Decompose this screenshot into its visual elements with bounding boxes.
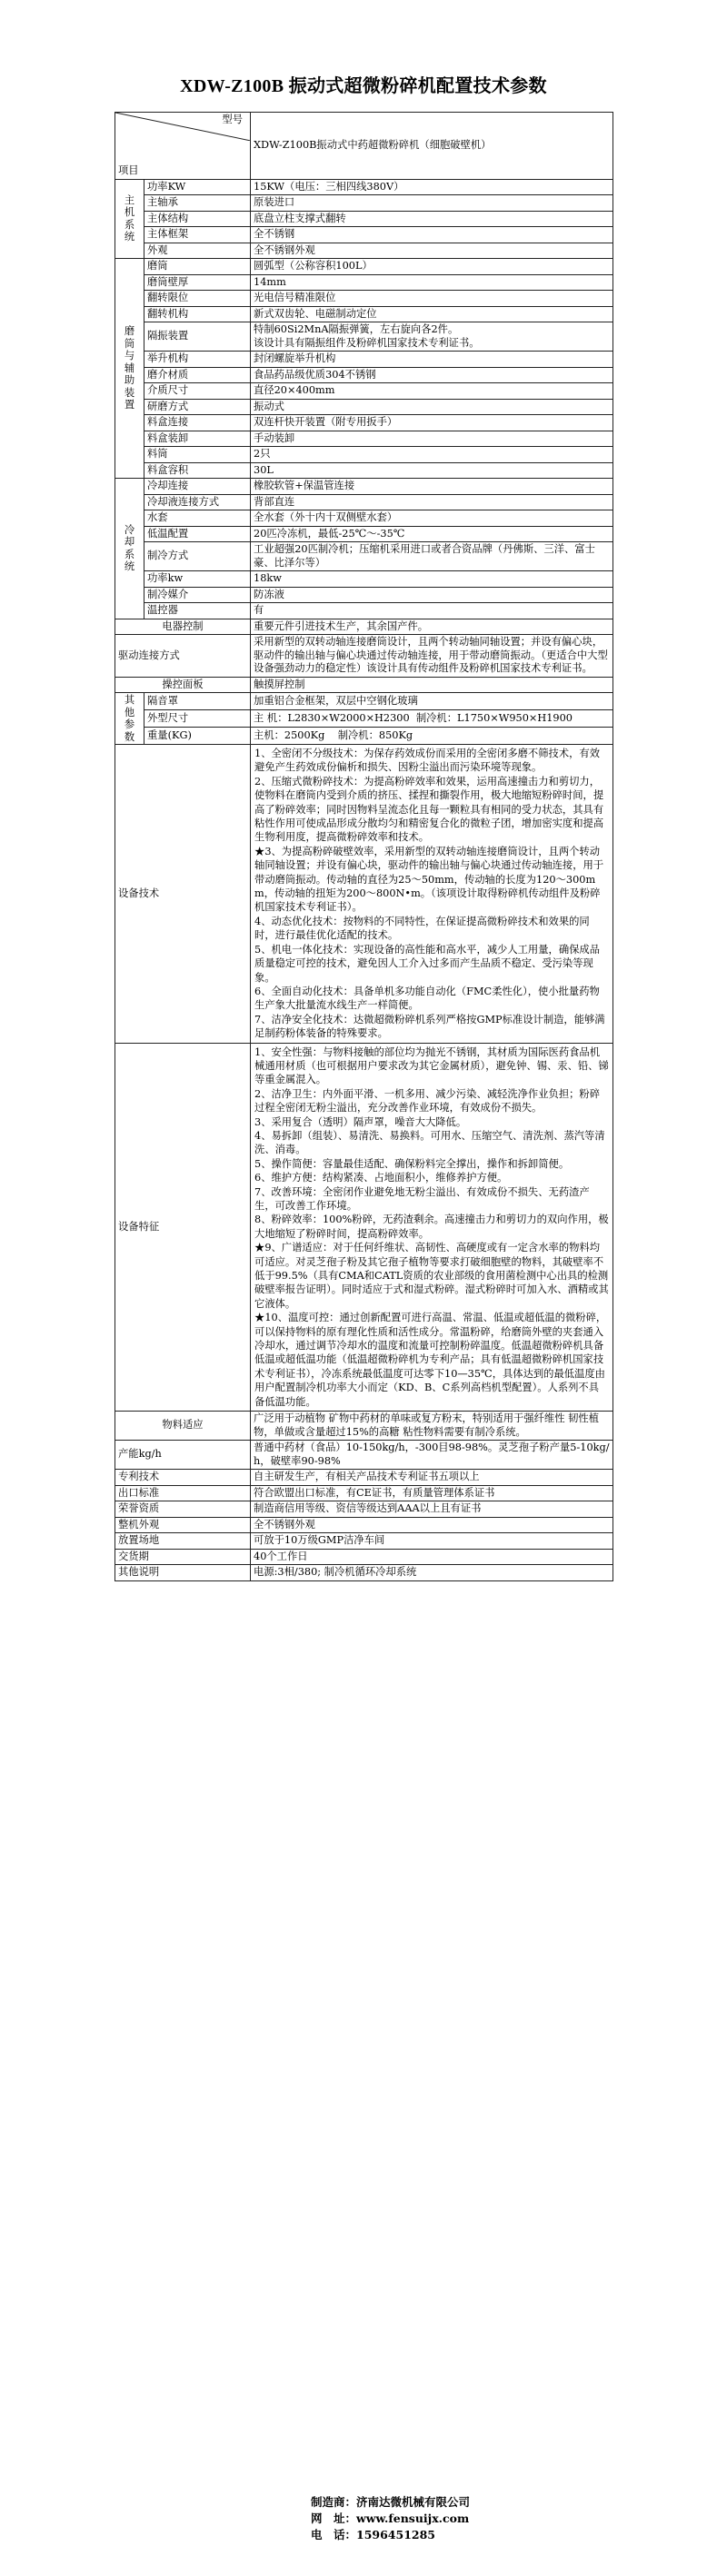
spec-value: 2只 (251, 447, 613, 463)
spec-value: 20匹冷冻机，最低-25℃～-35℃ (251, 526, 613, 542)
spec-value: 振动式 (251, 399, 613, 415)
spec-value: 底盘立柱支撑式翻转 (251, 211, 613, 227)
mill-rows-row (115, 431, 613, 447)
spec-value: 14mm (251, 274, 613, 291)
cool-rows-row (115, 571, 613, 588)
main-rows-row (115, 211, 613, 227)
cool-rows-row (115, 542, 613, 571)
mill-rows-row (115, 274, 613, 291)
spec-value: 手动装卸 (251, 431, 613, 447)
mill-rows-row (115, 306, 613, 322)
spec-label: 翻转限位 (144, 291, 251, 307)
spec-value: 新式双齿轮、电磁制动定位 (251, 306, 613, 322)
spec-value: 原装进口 (251, 195, 613, 212)
spec-label: 功率kw (144, 571, 251, 588)
website-link[interactable]: www.fensuijx.com (356, 2512, 470, 2525)
spec-label: 磨介材质 (144, 367, 251, 383)
spec-label: 主体框架 (144, 227, 251, 243)
spec-label: 磨筒 (144, 259, 251, 275)
maker-name: 济南达微机械有限公司 (356, 2495, 471, 2509)
spec-value: 封闭螺旋举升机构 (251, 352, 613, 368)
spec-label: 隔振装置 (144, 322, 251, 352)
features-value: 1、安全性强：与物料接触的部位均为抛光不锈钢，其材质为国际医药食品机械通用材质（也可根据用户要求改为其它金属材质），避免钟、锡、汞、铅、锑等重金属混入。 2、洁净卫生：内外面平滑、一机多用、减少污染、减轻洗净作业负担；粉碎过程全密闭无粉尘溢出，充分改善作业环境，有效成份不损失。 3、采用复合（透明）隔声罩，噪音大大降低。 4、易拆卸（组装）、易清洗、易换料。可用水、压缩空气、清洗剂、蒸汽等清洗、消毒。 5、操作简便：容量最佳适配、确保粉料完全撑出，操作和拆卸简便。 6、维护方便：结构紧凑、占地面积小，维修养护方便。 7、改善环境：全密闭作业避免地无粉尘溢出、有效成份不损失、无药渣产生，可改善工作环境。 8、粉碎效率：100%粉碎，无药渣剩余。高速撞击力和剪切力的双向作用，极大地缩短了粉碎时间，提高粉碎效率。 ★9、广谱适应：对于任何纤维状、高韧性、高硬度或有一定含水率的物料均可适应。对灵芝孢子粉及其它孢子植物等要求打破细胞壁的物料，其破壁率不低于99.5%（具有CMA和CATL资质的农业部级的食用菌检测中心出具的检测破壁率报告证明）。同时适应于式和湿式粉碎。湿式粉碎时可加入水、酒精或其它液体。 ★10、温度可控：通过创新配置可进行高温、常温、低温或超低温的微粉碎，可以保持物料的原有理化性质和活性成分。常温粉碎，给磨筒外壁的夹套通入冷却水，通过调节冷却水的温度和流量可控制粉碎温度。低温超微粉碎机具备低温或超低温功能（低温超微粉碎机为专利产品；具有低温超微粉碎机国家技术专利证书），冷冻系统最低温度可达零下10—35℃，具体达到的最低温度由用户配置制冷机功率大小而定（KD、B、C系列高档机型配置）。人系列不具备低温功能。 (251, 1043, 613, 1412)
spec-label: 料盒容积 (144, 462, 251, 479)
control-panel-value: 触摸屏控制 (251, 677, 613, 693)
spec-label: 整机外观 (115, 1517, 251, 1533)
spec-label: 主体结构 (144, 211, 251, 227)
features-row (115, 1043, 613, 1412)
spec-label: 料盒连接 (144, 415, 251, 431)
spec-label: 介质尺寸 (144, 383, 251, 400)
spec-value: 15KW（电压：三相四线380V） (251, 179, 613, 195)
header-row (115, 113, 613, 180)
type-label: 型号 (222, 114, 244, 125)
spec-label: 重量(KG) (144, 728, 251, 745)
spec-label: 制冷方式 (144, 542, 251, 571)
spec-label: 温控器 (144, 603, 251, 619)
spec-value: 全不锈钢外观 (251, 1517, 613, 1533)
other-rows-row (115, 710, 613, 728)
mill-rows-row (115, 383, 613, 400)
drive-connection-label: 驱动连接方式 (115, 635, 251, 678)
spec-value: 全不锈钢 (251, 227, 613, 243)
spec-value: 可放于10万级GMP洁净车间 (251, 1533, 613, 1550)
tail-row (115, 1470, 613, 1486)
spec-value: 40个工作日 (251, 1549, 613, 1565)
web-label: 网 址： (311, 2512, 357, 2525)
tech-label: 设备技术 (115, 745, 251, 1044)
tail-row (115, 1565, 613, 1581)
category-cooling-system: 冷 却 系 统 (115, 479, 144, 619)
spec-value: 防冻液 (251, 587, 613, 603)
spec-value: 自主研发生产，有相关产品技术专利证书五项以上 (251, 1470, 613, 1486)
phone-number: 1596451285 (356, 2528, 435, 2541)
other-rows-row (115, 728, 613, 745)
tail-row (115, 1549, 613, 1565)
spec-value: 背部直连 (251, 494, 613, 510)
phone-row (311, 2527, 470, 2543)
main-rows-row (115, 195, 613, 212)
material-suit-row (115, 1412, 613, 1441)
material-suit-value: 广泛用于动植物 矿物中药材的单味或复方粉末，特别适用于强纤维性 韧性植物，单做或含量超过15%的高糖 粘性物料需要有制冷系统。 (251, 1412, 613, 1441)
spec-label: 放置场地 (115, 1533, 251, 1550)
spec-label: 专利技术 (115, 1470, 251, 1486)
phone-label: 电 话： (311, 2528, 357, 2541)
category-main-system: 主 机 系 统 (115, 179, 144, 259)
main-rows-row (115, 227, 613, 243)
cool-rows-row (115, 603, 613, 619)
spec-value: 加重铝合金框架，双层中空钢化玻璃 (251, 693, 613, 710)
spec-label: 料盒装卸 (144, 431, 251, 447)
spec-value: 有 (251, 603, 613, 619)
tail-row (115, 1517, 613, 1533)
drive-connection-value: 采用新型的双转动轴连接磨筒设计，且两个转动轴同轴设置；并设有偏心块，驱动件的输出轴与偏心块通过传动轴连接，用于带动磨筒振动。（更适合中大型设备强劲动力的稳定性）该设计具有传动组件及粉碎机国家技术专利证书。 (251, 635, 613, 678)
spec-value: 制造商信用等级、资信等级达到AAA以上且有证书 (251, 1501, 613, 1518)
spec-label: 隔音罩 (144, 693, 251, 710)
spec-value: 食品药品级优质304不锈钢 (251, 367, 613, 383)
spec-label: 冷却液连接方式 (144, 494, 251, 510)
spec-label: 其他说明 (115, 1565, 251, 1581)
spec-label: 外观 (144, 243, 251, 259)
spec-value: 主机：2500Kg 制冷机：850Kg (251, 728, 613, 745)
spec-value: 30L (251, 462, 613, 479)
maker-row (311, 2494, 470, 2511)
electric-control-value: 重要元件引进技术生产，其余国产件。 (251, 619, 613, 635)
spec-label: 功率KW (144, 179, 251, 195)
electric-control-row (115, 619, 613, 635)
category-other-params: 其 他 参 数 (115, 693, 144, 745)
mill-rows-row (115, 447, 613, 463)
tail-row (115, 1533, 613, 1550)
control-panel-label: 操控面板 (115, 677, 251, 693)
spec-value: 工业超强20匹制冷机；压缩机采用进口或者合资品牌（丹佛斯、三洋、富士豪、比泽尔等） (251, 542, 613, 571)
electric-control-label: 电器控制 (115, 619, 251, 635)
spec-label: 冷却连接 (144, 479, 251, 495)
capacity-value: 普通中药材（食品）10-150kg/h，-300目98-98%。灵芝孢子粉产量5-10kg/h，破壁率90-98% (251, 1441, 613, 1470)
spec-label: 制冷媒介 (144, 587, 251, 603)
category-mill-system: 磨 筒 与 辅 助 装 置 (115, 259, 144, 479)
mill-rows-row (115, 291, 613, 307)
capacity-label: 产能kg/h (115, 1441, 251, 1470)
spec-value: 光电信号精准限位 (251, 291, 613, 307)
spec-label: 料筒 (144, 447, 251, 463)
tail-row (115, 1501, 613, 1518)
spec-value: 圆弧型（公称容积100L） (251, 259, 613, 275)
spec-label: 磨筒壁厚 (144, 274, 251, 291)
spec-value: 特制60Si2MnA隔振弹簧，左右旋向各2件。 该设计具有隔振组件及粉碎机国家技术专利证书。 (251, 322, 613, 352)
maker-label: 制造商： (311, 2495, 357, 2509)
footer-contact (311, 2494, 470, 2543)
cool-rows-row (115, 494, 613, 510)
spec-label: 主轴承 (144, 195, 251, 212)
cool-rows-row (115, 587, 613, 603)
spec-value: 全水套（外十内十双侧壁水套） (251, 510, 613, 527)
mill-rows-row (115, 322, 613, 352)
drive-connection-row (115, 635, 613, 678)
spec-value: 18kw (251, 571, 613, 588)
web-row (311, 2511, 470, 2527)
document-title: XDW-Z100B 振动式超微粉碎机配置技术参数 (180, 76, 547, 96)
spec-label: 荣誉资质 (115, 1501, 251, 1518)
mill-rows-row (115, 259, 613, 275)
item-label: 项目 (118, 164, 139, 176)
spec-value: 电源:3相/380; 制冷机循环冷却系统 (251, 1565, 613, 1581)
spec-value: 主 机：L2830×W2000×H2300 制冷机：L1750×W950×H1900 (251, 710, 613, 728)
cool-rows-row (115, 526, 613, 542)
spec-label: 交货期 (115, 1549, 251, 1565)
spec-label: 翻转机构 (144, 306, 251, 322)
spec-value: 直径20×400mm (251, 383, 613, 400)
control-panel-row (115, 677, 613, 693)
mill-rows-row (115, 415, 613, 431)
spec-value: 橡胶软管+保温管连接 (251, 479, 613, 495)
header-corner-cell (115, 113, 251, 180)
mill-rows-row (115, 462, 613, 479)
spec-table (115, 112, 613, 1581)
spec-label: 水套 (144, 510, 251, 527)
cool-rows-row (115, 510, 613, 527)
model-value: XDW-Z100B振动式中药超微粉碎机（细胞破壁机） (251, 113, 613, 180)
mill-rows-row (115, 352, 613, 368)
mill-rows-row (115, 399, 613, 415)
spec-value: 符合欧盟出口标准，有CE证书，有质量管理体系证书 (251, 1485, 613, 1501)
main-rows-row (115, 243, 613, 259)
other-rows-row (115, 693, 613, 710)
spec-value: 全不锈钢外观 (251, 243, 613, 259)
spec-label: 研磨方式 (144, 399, 251, 415)
cool-rows-row (115, 479, 613, 495)
spec-label: 外型尺寸 (144, 710, 251, 728)
material-suit-label: 物料适应 (115, 1412, 251, 1441)
tech-row (115, 745, 613, 1044)
spec-label: 低温配置 (144, 526, 251, 542)
spec-label: 举升机构 (144, 352, 251, 368)
tech-value: 1、全密闭不分级技术：为保存药效成份而采用的全密闭多磨不筛技术，有效避免产生药效成份偏析和损失、因粉尘溢出而污染环境等现象。 2、压缩式微粉碎技术：为提高粉碎效率和效果，运用高速撞击力和剪切力，使物料在磨筒内受到介质的挤压、揉捏和撕裂作用，极大地缩短粉碎时间，提高了粉碎效率；同时因物料呈流态化且每一颗粒具有相同的受力状态，其具有粘性作用可使成品形成分散均匀和精密复合化的微粒子团，增加密实度和提高生物利用度，提高微粉碎效率和技术。 ★3、为提高粉碎破壁效率，采用新型的双转动轴连接磨筒设计，且两个转动轴同轴设置；并设有偏心块，驱动件的输出轴与偏心块通过传动轴连接，用于带动磨筒振动。传动轴的直径为25～50mm，传动轴的长度为120～300mm，传动轴的扭矩为200～800N•m。（该项设计取得粉碎机传动组件及粉碎机国家技术专利证书）。 4、动态优化技术：按物料的不同特性，在保证提高微粉碎技术和效果的同时，进行最佳优化适配的技术。 5、机电一体化技术：实现设备的高性能和高水平，减少人工用量，确保成品质量稳定可控的技术，避免因人工介入过多而产生品质不稳定、受污染等现象。 6、全面自动化技术：具备单机多功能自动化（FMC柔性化），使小批量药物生产象大批量流水线生产一样简便。 7、洁净安全化技术：达微超微粉碎机系列严格按GMP标准设计制造，能够满足制药粉体装备的特殊要求。 (251, 745, 613, 1044)
features-label: 设备特征 (115, 1043, 251, 1412)
capacity-row (115, 1441, 613, 1470)
spec-label: 出口标准 (115, 1485, 251, 1501)
tail-row (115, 1485, 613, 1501)
main-rows-row (115, 179, 613, 195)
spec-value: 双连杆快开装置（附专用扳手） (251, 415, 613, 431)
mill-rows-row (115, 367, 613, 383)
